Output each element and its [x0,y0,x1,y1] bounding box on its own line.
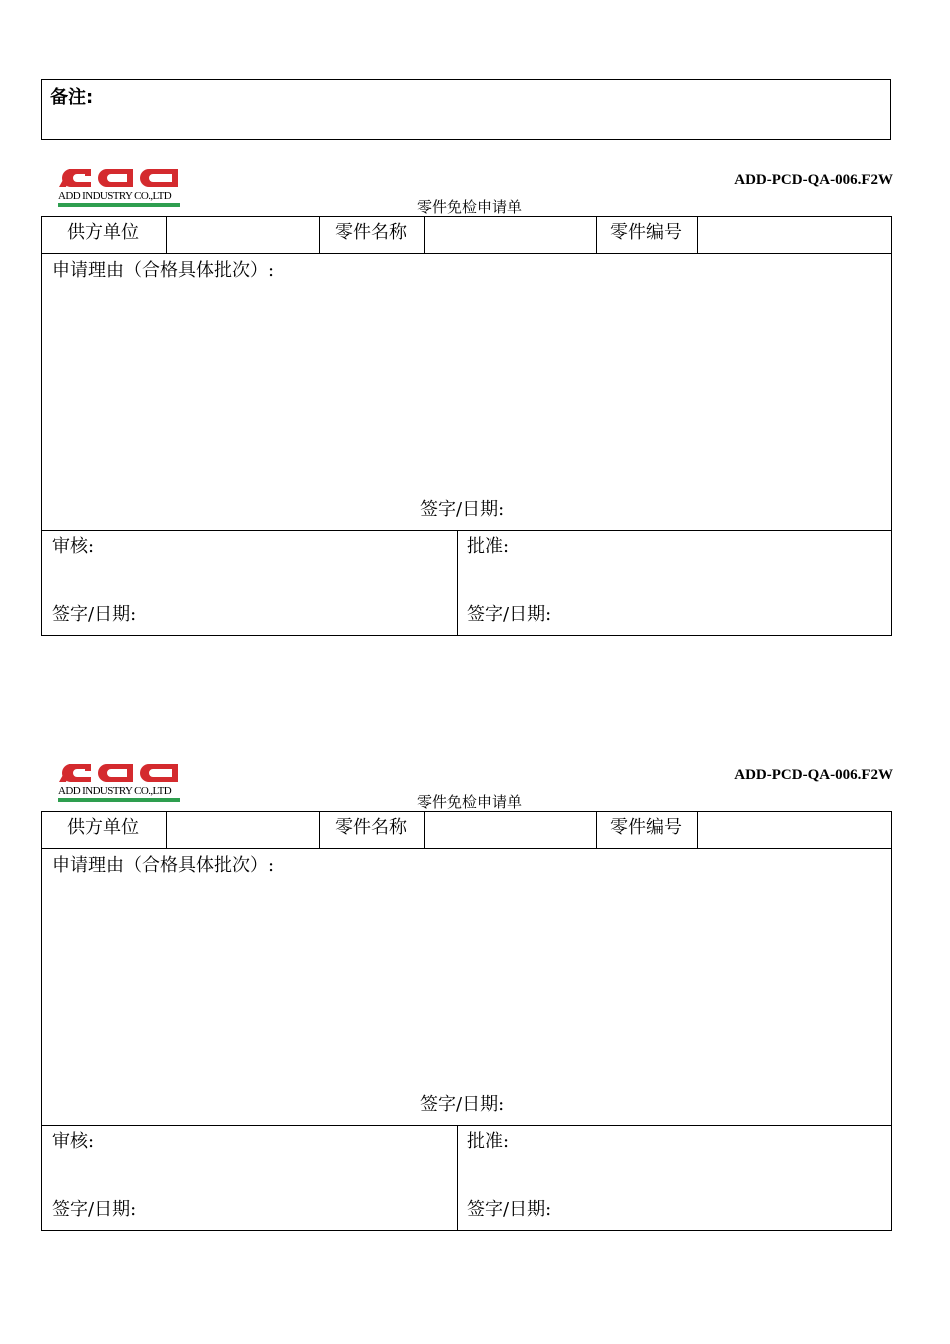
part-name-label: 零件名称 [335,222,407,243]
approval-row [42,1125,891,1231]
part-name-value-cell[interactable] [424,217,596,253]
approve-label: 批准: [467,536,510,557]
header-row [42,217,891,254]
header-row [42,812,891,849]
company-logo [57,761,183,805]
remarks-box [41,79,891,140]
document-code: ADD-PCD-QA-006.F2W [734,172,893,188]
form-table [41,811,892,1231]
logo-green-bar [58,203,180,207]
approve-cell[interactable] [457,1125,892,1231]
review-label: 审核: [52,536,95,557]
reason-area[interactable] [42,848,891,1126]
reason-signature-date-label: 签字/日期: [420,499,505,520]
review-cell[interactable] [42,530,457,636]
part-number-label: 零件编号 [610,222,682,243]
company-logo [57,166,183,210]
approve-label: 批准: [467,1131,510,1152]
review-cell[interactable] [42,1125,457,1231]
approval-row [42,530,891,636]
review-label: 审核: [52,1131,95,1152]
form-title: 零件免检申请单 [417,793,523,811]
supplier-value-cell[interactable] [166,217,319,253]
add-logo-icon [57,166,181,190]
review-signature-date-label: 签字/日期: [52,1199,137,1220]
form-table [41,216,892,636]
add-logo-icon [57,761,181,785]
part-number-label-cell [596,217,697,253]
reason-signature-date-label: 签字/日期: [420,1094,505,1115]
reason-area[interactable] [42,253,891,531]
part-name-value-cell[interactable] [424,812,596,848]
approve-cell[interactable] [457,530,892,636]
exemption-form-2 [41,761,893,1241]
supplier-value-cell[interactable] [166,812,319,848]
supplier-label: 供方单位 [67,817,139,838]
supplier-label-cell [42,217,166,253]
remarks-label: 备注: [50,87,94,108]
part-number-value-cell[interactable] [697,812,891,848]
logo-company-name: ADD INDUSTRY CO.,LTD [58,785,172,797]
logo-green-bar [58,798,180,802]
part-name-label-cell [319,217,424,253]
logo-company-name: ADD INDUSTRY CO.,LTD [58,190,172,202]
approve-signature-date-label: 签字/日期: [467,604,552,625]
supplier-label-cell [42,812,166,848]
part-number-value-cell[interactable] [697,217,891,253]
reason-label: 申请理由（合格具体批次）: [52,260,275,281]
form-title: 零件免检申请单 [417,198,523,216]
approve-signature-date-label: 签字/日期: [467,1199,552,1220]
document-code: ADD-PCD-QA-006.F2W [734,767,893,783]
part-number-label-cell [596,812,697,848]
part-name-label-cell [319,812,424,848]
supplier-label: 供方单位 [67,222,139,243]
reason-label: 申请理由（合格具体批次）: [52,855,275,876]
review-signature-date-label: 签字/日期: [52,604,137,625]
part-name-label: 零件名称 [335,817,407,838]
exemption-form-1 [41,166,893,646]
part-number-label: 零件编号 [610,817,682,838]
